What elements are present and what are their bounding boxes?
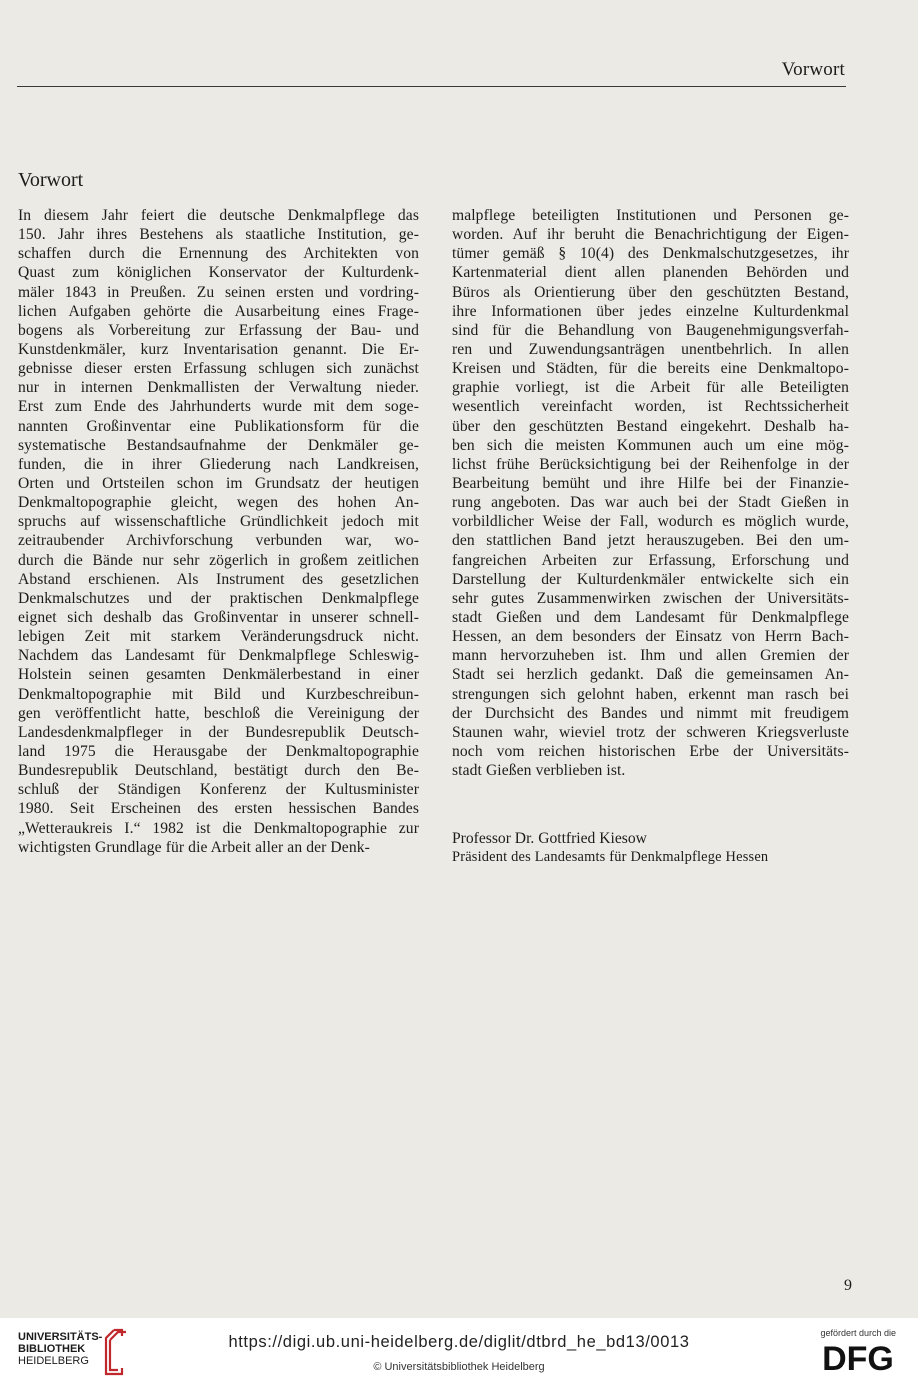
- section-title: Vorwort: [18, 169, 84, 191]
- text-line: über den geschützten Bestand eingekehrt. Deshalb ha-: [452, 417, 849, 435]
- text-line: spruchs auf wissenschaftliche Gründlichkeit jedoch mit: [18, 513, 419, 531]
- text-line: noch vom reichen historischen Erbe der Universitäts-: [452, 742, 849, 760]
- text-line: malpflege beteiligten Institutionen und Personen ge-: [452, 207, 849, 224]
- dfg-logo-icon: [814, 1340, 902, 1374]
- footer-bar: [0, 1318, 918, 1385]
- text-line: graphie vorliegt, ist die Arbeit für alle Beteiligten: [452, 379, 849, 397]
- text-line: lebigen Zeit mit starkem Veränderungsdruck nicht.: [18, 628, 419, 646]
- copyright-notice: © Universitätsbibliothek Heidelberg: [373, 1361, 545, 1373]
- left-text-column: [18, 206, 419, 857]
- text-line: lichst frühe Berücksichtigung bei der Reihenfolge in der: [452, 455, 849, 473]
- text-line: Stadt sei herzlich gedankt. Daß die gemeinsamen An-: [452, 666, 849, 684]
- text-line: wichtigsten Grundlage für die Arbeit aller an der Denk-: [18, 838, 370, 856]
- text-line: 1980. Seit Erscheinen des ersten hessischen Bandes: [18, 800, 419, 818]
- text-line: Hessen, an dem besonders der Einsatz von Herrn Bach-: [452, 628, 849, 646]
- text-line: eignet sich deshalb das Großinventar in unserer schnell-: [18, 608, 419, 626]
- signature-block: [452, 829, 768, 867]
- text-line: nannten Großinventar eine Publikationsform für die: [18, 417, 419, 435]
- permalink-url[interactable]: https://digi.ub.uni-heidelberg.de/diglit/dtbrd_he_bd13/0013: [228, 1333, 690, 1351]
- text-line: zeitraubender Archivforschung verbunden war, wo-: [18, 532, 419, 550]
- text-line: tümer gemäß § 10(4) des Denkmalschutzgesetzes, ihr: [452, 245, 849, 263]
- text-line: sehr gutes Zusammenwirken zwischen der Universitäts-: [452, 589, 849, 607]
- text-line: Orten und Ortsteilen schon im Grundsatz der heutigen: [18, 474, 419, 492]
- text-line: der Durchsicht des Bandes und nimmt mit freudigem: [452, 704, 849, 722]
- text-line: den stattlichen Band jetzt herauszugeben. Bei den um-: [452, 532, 849, 550]
- signature-role: Präsident des Landesamts für Denkmalpflege Hessen: [452, 849, 769, 865]
- text-line: stadt Gießen verblieben ist.: [452, 762, 626, 780]
- text-line: strengungen sich gelohnt haben, erkennt man rasch bei: [452, 685, 849, 703]
- text-line: 150. Jahr ihres Bestehens als staatliche Institution, ge-: [18, 226, 419, 244]
- text-line: Staunen wahr, wieviel trotz der schweren Kriegsverluste: [452, 723, 849, 741]
- text-line: ren und Zuwendungsanträgen unentbehrlich. In allen: [452, 340, 849, 358]
- text-line: systematische Bestandsaufnahme der Denkmäler ge-: [18, 436, 419, 454]
- text-line: bogens als Vorbereitung zur Erfassung der Bau- und: [18, 321, 419, 339]
- text-line: Darstellung der Kulturdenkmäler entwickelte sich ein: [452, 570, 849, 588]
- text-line: Kunstdenkmäler, kurz Inventarisation genannt. Die Er-: [18, 340, 419, 358]
- text-line: Bundesrepublik Deutschland, bestätigt durch den Be-: [18, 762, 419, 780]
- text-line: worden. Auf ihr beruht die Benachrichtigung der Eigen-: [452, 226, 849, 244]
- text-line: funden, die in ihrer Gliederung nach Landkreisen,: [18, 455, 419, 473]
- library-line-2: BIBLIOTHEK: [18, 1343, 86, 1355]
- signature-name: Professor Dr. Gottfried Kiesow: [452, 830, 647, 847]
- text-line: ben sich die meisten Kommunen auch um eine mög-: [452, 436, 849, 454]
- text-line: sind für die Behandlung von Baugenehmigungsverfah-: [452, 321, 849, 339]
- text-line: rung angeboten. Das war auch bei der Stadt Gießen in: [452, 494, 849, 512]
- text-line: Kreisen und Städten, für die bereits eine Denkmaltopo-: [452, 360, 849, 378]
- right-text-column: [452, 206, 849, 780]
- text-line: stadt Gießen und dem Landesamt für Denkmalpflege: [452, 608, 849, 626]
- text-line: durch die Bände nur sehr zögerlich in großem zeitlichen: [18, 551, 419, 569]
- text-line: Denkmaltopographie mit Bild und Kurzbeschreibun-: [18, 685, 419, 703]
- text-line: nur in internen Denkmallisten der Verwaltung nieder.: [18, 379, 419, 397]
- text-line: mäler 1843 in Preußen. Zu seinen ersten und vordring-: [18, 283, 419, 301]
- text-line: Quast zum königlichen Konservator der Kulturdenk-: [18, 264, 419, 282]
- text-line: Büros als Orientierung über den geschützten Bestand,: [452, 283, 849, 301]
- text-line: Holstein seinen gesamten Denkmälerbestand in einer: [18, 666, 419, 684]
- text-line: gen veröffentlicht hatte, beschloß die Vereinigung der: [18, 704, 419, 722]
- text-line: lichen Aufgaben gehörte die Ausarbeitung eines Frage-: [18, 302, 419, 320]
- text-line: Bearbeitung bemüht und ihre Hilfe bei der Finanzie-: [452, 474, 849, 492]
- text-line: Nachdem das Landesamt für Denkmalpflege Schleswig-: [18, 647, 419, 665]
- funding-caption: gefördert durch die: [820, 1328, 896, 1338]
- running-head: Vorwort: [781, 59, 845, 80]
- text-line: Denkmaltopographie gleicht, wegen des hohen An-: [18, 494, 419, 512]
- header-rule: [17, 86, 846, 87]
- text-line: schluß der Ständigen Konferenz der Kultusminister: [18, 781, 419, 799]
- library-line-3: HEIDELBERG: [18, 1355, 89, 1367]
- text-line: Denkmalschutzes und der praktischen Denkmalpflege: [18, 589, 419, 607]
- text-line: gebnisse dieser ersten Erfassung schlugen sich zunächst: [18, 360, 419, 378]
- text-line: Erst zum Ende des Jahrhunderts wurde mit dem soge-: [18, 398, 419, 416]
- text-line: vorbildlicher Weise der Fall, wodurch es möglich wurde,: [452, 513, 849, 531]
- library-line-1: UNIVERSITÄTS-: [18, 1331, 103, 1343]
- text-line: ihre Informationen über jedes einzelne Kulturdenkmal: [452, 302, 849, 320]
- dfg-logo-text: DFG: [822, 1340, 894, 1374]
- text-line: Landesdenkmalpfleger in der Bundesrepublik Deutsch-: [18, 723, 419, 741]
- text-line: „Wetteraukreis I.“ 1982 ist die Denkmaltopographie zur: [18, 819, 419, 837]
- text-line: land 1975 die Herausgabe der Denkmaltopographie: [18, 742, 419, 760]
- text-line: fangreichen Arbeiten zur Erfassung, Erforschung und: [452, 551, 849, 569]
- text-line: schaffen durch die Ernennung des Architekten von: [18, 245, 419, 263]
- text-line: mann hervorzuheben ist. Ihm und allen Gremien der: [452, 647, 849, 665]
- text-line: wesentlich vereinfacht worden, ist Rechtssicherheit: [452, 398, 849, 416]
- text-line: Abstand erschienen. Als Instrument des gesetzlichen: [18, 570, 419, 588]
- text-line: In diesem Jahr feiert die deutsche Denkmalpflege das: [18, 207, 419, 224]
- page-number: 9: [844, 1277, 852, 1294]
- text-line: Kartenmaterial dient allen planenden Behörden und: [452, 264, 849, 282]
